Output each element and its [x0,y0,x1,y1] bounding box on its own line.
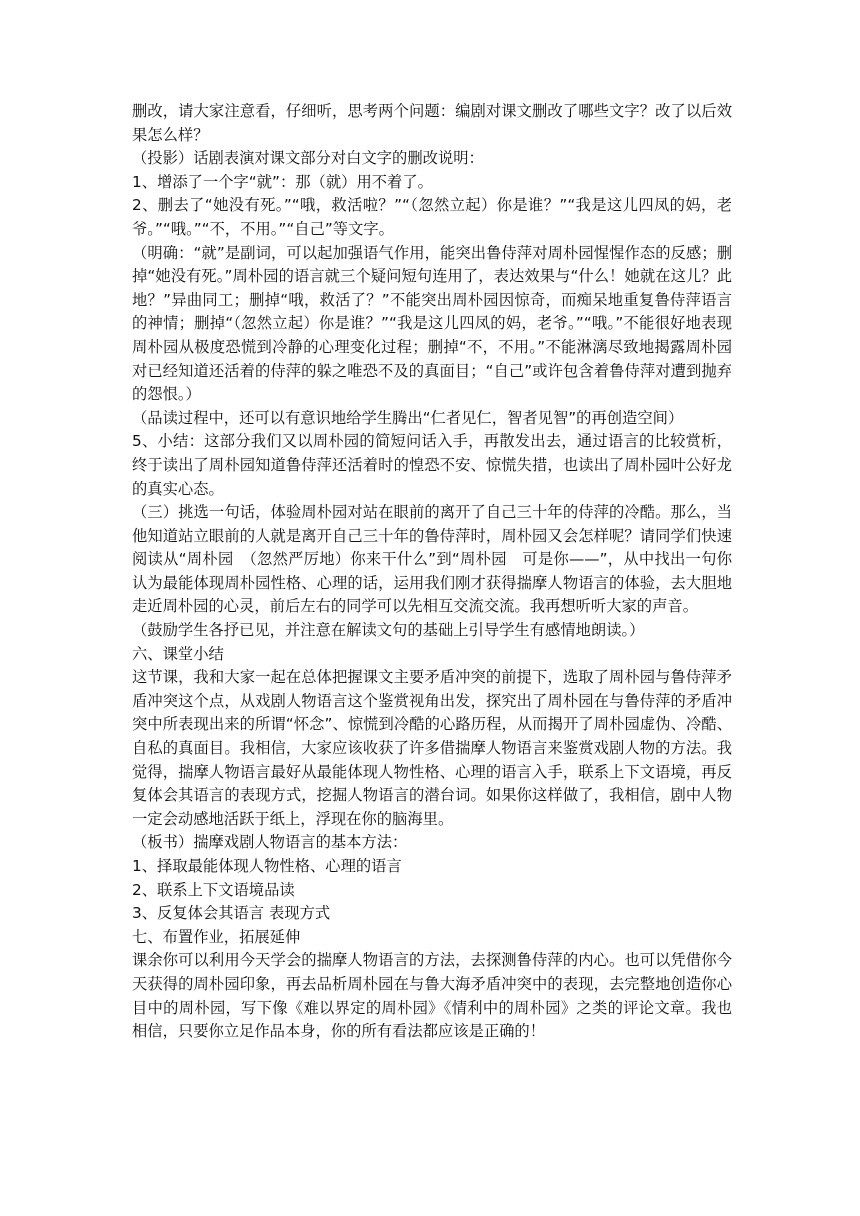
paragraph-clarification: （明确：“就”是副词，可以起加强语气作用，能突出鲁侍萍对周朴园惺惺作态的反感；删掉“她没有死。”周朴园的语言就三个疑问短句连用了，表达效果与“什么！她就在这儿？此地？”异曲同工；删掉“哦，救活了？”不能突出周朴园因惊奇，而痴呆地重复鲁侍萍语言的神情；删掉“（忽然立起）你是谁？”“我是这儿四凤的妈，老爷。”“哦。”不能很好地表现周朴园从极度恐慌到冷静的心理变化过程；删掉“不，不用。”不能淋漓尽致地揭露周朴园对已经知道还活着的侍萍的躲之唯恐不及的真面目；“自己”或许包含着鲁侍萍对遭到抛弃的怨恨。） [132,243,732,404]
method-item-3: 3、反复体会其语言 表现方式 [132,904,331,923]
method-item-2: 2、联系上下文语境品读 [132,880,295,899]
paragraph-point-2: 2、删去了“她没有死。”“哦，救活啦？”“（忽然立起）你是谁？”“我是这儿四凤的妈，老爷。”“哦。”“不，不用。”“自己”等文字。 [132,196,732,238]
paragraph-section-3: （三）挑选一句话，体验周朴园对站在眼前的离开了自己三十年的侍萍的冷酷。那么，当他知道站立眼前的人就是离开自己三十年的鲁侍萍时，周朴园又会怎样呢？请同学们快速阅读从“周朴园 （忽然严厉地）你来干什么”到“周朴园 可是你——”，从中找出一句你认为最能体现周朴园性格、心理的话，运用我们刚才获得揣摩人物语言的体验，去大胆地走近周朴园的心灵，前后左右的同学可以先相互交流交流。我再想听听大家的声音。 [132,503,732,616]
paragraph-projection-heading: （投影）话剧表演对课文部分对白文字的删改说明： [132,149,484,168]
paragraph-encouragement: （鼓励学生各抒已见，并注意在解读文句的基础上引导学生有感情地朗读。） [132,621,645,640]
method-item-1: 1、择取最能体现人物性格、心理的语言 [132,857,402,875]
paragraph-summary-5: 5、小结：这部分我们又以周朴园的简短问话入手，再散发出去，通过语言的比较赏析，终于读出了周朴园知道鲁侍萍还活着时的惶恐不安、惊慌失措，也读出了周朴园叶公好龙的真实心态。 [132,432,732,498]
heading-homework: 七、布置作业，拓展延伸 [132,927,301,946]
paragraph-reading-note: （品读过程中，还可以有意识地给学生腾出“仁者见仁，智者见智”的再创造空间） [132,408,684,427]
paragraph-point-1: 1、增添了一个字“就”：那（就）用不着了。 [132,172,433,191]
document-body [132,100,732,1044]
paragraph-intro: 删改，请大家注意看，仔细听，思考两个问题：编剧对课文删改了哪些文字？改了以后效果怎么样？ [132,102,732,144]
paragraph-class-summary: 这节课，我和大家一起在总体把握课文主要矛盾冲突的前提下，选取了周朴园与鲁侍萍矛盾冲突这个点，从戏剧人物语言这个鉴赏视角出发，探究出了周朴园在与鲁侍萍的矛盾冲突中所表现出来的所谓“怀念”、惊慌到冷酷的心路历程，从而揭开了周朴园虚伪、冷酷、自私的真面目。我相信，大家应该收获了许多借揣摩人物语言来鉴赏戏剧人物的方法。我觉得，揣摩人物语言最好从最能体现人物性格、心理的语言入手，联系上下文语境，再反复体会其语言的表现方式，挖掘人物语言的潜台词。如果你这样做了，我相信，剧中人物一定会动感地活跃于纸上，浮现在你的脑海里。 [132,668,732,828]
paragraph-homework: 课余你可以利用今天学会的揣摩人物语言的方法，去探测鲁侍萍的内心。也可以凭借你今天获得的周朴园印象，再去品析周朴园在与鲁大海矛盾冲突中的表现，去完整地创造你心目中的周朴园，写下像《难以界定的周朴园》《情利中的周朴园》之类的评论文章。我也相信，只要你立足作品本身，你的所有看法都应该是正确的！ [132,951,732,1041]
heading-class-summary: 六、课堂小结 [132,644,224,663]
paragraph-blackboard: （板书）揣摩戏剧人物语言的基本方法： [132,833,408,852]
